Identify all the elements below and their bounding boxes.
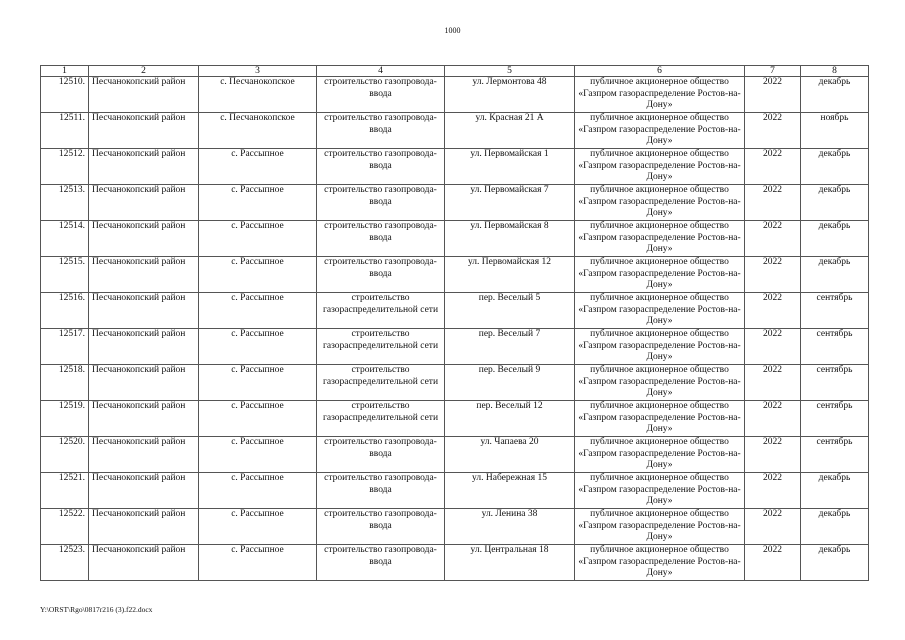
cell-organization: публичное акционерное общество «Газпром газораспределение Ростов-на-Дону»: [575, 437, 745, 473]
cell-address: пер. Веселый 7: [445, 329, 575, 365]
cell-row-number: 12510.: [41, 77, 89, 113]
cell-address: ул. Чапаева 20: [445, 437, 575, 473]
table-row: [41, 113, 869, 149]
cell-row-number: 12512.: [41, 149, 89, 185]
cell-year: 2022: [745, 257, 801, 293]
cell-organization: публичное акционерное общество «Газпром газораспределение Ростов-на-Дону»: [575, 473, 745, 509]
cell-address: ул. Первомайская 1: [445, 149, 575, 185]
cell-settlement: с. Песчанокопское: [199, 113, 317, 149]
cell-work-type: строительство газопровода-ввода: [317, 149, 445, 185]
cell-district: Песчанокопский район: [89, 185, 199, 221]
cell-organization: публичное акционерное общество «Газпром газораспределение Ростов-на-Дону»: [575, 509, 745, 545]
cell-month: сентябрь: [801, 365, 869, 401]
cell-month: декабрь: [801, 545, 869, 581]
cell-month: сентябрь: [801, 401, 869, 437]
cell-year: 2022: [745, 185, 801, 221]
cell-month: декабрь: [801, 185, 869, 221]
cell-row-number: 12511.: [41, 113, 89, 149]
column-header-2: 2: [89, 66, 199, 77]
cell-settlement: с. Рассыпное: [199, 329, 317, 365]
cell-address: ул. Ленина 38: [445, 509, 575, 545]
cell-work-type: строительство газопровода-ввода: [317, 437, 445, 473]
cell-work-type: строительство газопровода-ввода: [317, 509, 445, 545]
cell-month: декабрь: [801, 77, 869, 113]
cell-row-number: 12519.: [41, 401, 89, 437]
cell-year: 2022: [745, 509, 801, 545]
cell-settlement: с. Рассыпное: [199, 185, 317, 221]
column-header-8: 8: [801, 66, 869, 77]
cell-organization: публичное акционерное общество «Газпром газораспределение Ростов-на-Дону»: [575, 293, 745, 329]
cell-district: Песчанокопский район: [89, 257, 199, 293]
column-header-3: 3: [199, 66, 317, 77]
cell-year: 2022: [745, 437, 801, 473]
cell-year: 2022: [745, 545, 801, 581]
cell-work-type: строительство газопровода-ввода: [317, 185, 445, 221]
cell-organization: публичное акционерное общество «Газпром газораспределение Ростов-на-Дону»: [575, 77, 745, 113]
cell-organization: публичное акционерное общество «Газпром газораспределение Ростов-на-Дону»: [575, 185, 745, 221]
cell-row-number: 12517.: [41, 329, 89, 365]
cell-month: декабрь: [801, 509, 869, 545]
column-header-4: 4: [317, 66, 445, 77]
cell-row-number: 12522.: [41, 509, 89, 545]
cell-organization: публичное акционерное общество «Газпром газораспределение Ростов-на-Дону»: [575, 221, 745, 257]
table-row: [41, 221, 869, 257]
cell-row-number: 12513.: [41, 185, 89, 221]
cell-month: декабрь: [801, 221, 869, 257]
cell-district: Песчанокопский район: [89, 545, 199, 581]
footer-file-path: Y:\ORST\Rgo\0817r216 (3).f22.docx: [40, 605, 153, 614]
data-table: [40, 65, 869, 581]
cell-organization: публичное акционерное общество «Газпром газораспределение Ростов-на-Дону»: [575, 257, 745, 293]
cell-settlement: с. Рассыпное: [199, 545, 317, 581]
cell-settlement: с. Рассыпное: [199, 509, 317, 545]
cell-address: ул. Красная 21 А: [445, 113, 575, 149]
cell-work-type: строительство газораспределительной сети: [317, 329, 445, 365]
cell-year: 2022: [745, 221, 801, 257]
cell-organization: публичное акционерное общество «Газпром газораспределение Ростов-на-Дону»: [575, 365, 745, 401]
cell-year: 2022: [745, 293, 801, 329]
cell-district: Песчанокопский район: [89, 473, 199, 509]
cell-month: сентябрь: [801, 437, 869, 473]
cell-work-type: строительство газопровода-ввода: [317, 545, 445, 581]
cell-organization: публичное акционерное общество «Газпром газораспределение Ростов-на-Дону»: [575, 113, 745, 149]
table-row: [41, 185, 869, 221]
cell-district: Песчанокопский район: [89, 329, 199, 365]
cell-address: пер. Веселый 12: [445, 401, 575, 437]
cell-address: ул. Первомайская 7: [445, 185, 575, 221]
cell-district: Песчанокопский район: [89, 77, 199, 113]
cell-district: Песчанокопский район: [89, 509, 199, 545]
cell-row-number: 12520.: [41, 437, 89, 473]
table-row: [41, 293, 869, 329]
cell-settlement: с. Песчанокопское: [199, 77, 317, 113]
cell-settlement: с. Рассыпное: [199, 401, 317, 437]
cell-address: ул. Центральная 18: [445, 545, 575, 581]
cell-district: Песчанокопский район: [89, 437, 199, 473]
cell-settlement: с. Рассыпное: [199, 257, 317, 293]
cell-year: 2022: [745, 473, 801, 509]
cell-month: сентябрь: [801, 293, 869, 329]
table-body: [41, 77, 869, 581]
cell-organization: публичное акционерное общество «Газпром газораспределение Ростов-на-Дону»: [575, 329, 745, 365]
cell-row-number: 12515.: [41, 257, 89, 293]
cell-month: ноябрь: [801, 113, 869, 149]
cell-work-type: строительство газопровода-ввода: [317, 77, 445, 113]
table-row: [41, 473, 869, 509]
cell-row-number: 12521.: [41, 473, 89, 509]
cell-month: декабрь: [801, 473, 869, 509]
cell-work-type: строительство газораспределительной сети: [317, 365, 445, 401]
cell-organization: публичное акционерное общество «Газпром газораспределение Ростов-на-Дону»: [575, 545, 745, 581]
cell-district: Песчанокопский район: [89, 293, 199, 329]
cell-address: ул. Набережная 15: [445, 473, 575, 509]
cell-district: Песчанокопский район: [89, 149, 199, 185]
cell-year: 2022: [745, 401, 801, 437]
cell-address: ул. Лермонтова 48: [445, 77, 575, 113]
cell-settlement: с. Рассыпное: [199, 293, 317, 329]
column-header-5: 5: [445, 66, 575, 77]
cell-row-number: 12523.: [41, 545, 89, 581]
cell-work-type: строительство газопровода-ввода: [317, 113, 445, 149]
cell-work-type: строительство газопровода-ввода: [317, 221, 445, 257]
cell-district: Песчанокопский район: [89, 365, 199, 401]
cell-settlement: с. Рассыпное: [199, 365, 317, 401]
cell-district: Песчанокопский район: [89, 401, 199, 437]
cell-address: ул. Первомайская 8: [445, 221, 575, 257]
header-row: [41, 66, 869, 77]
cell-work-type: строительство газопровода-ввода: [317, 473, 445, 509]
cell-settlement: с. Рассыпное: [199, 149, 317, 185]
cell-organization: публичное акционерное общество «Газпром газораспределение Ростов-на-Дону»: [575, 149, 745, 185]
cell-month: декабрь: [801, 257, 869, 293]
cell-address: пер. Веселый 5: [445, 293, 575, 329]
cell-month: сентябрь: [801, 329, 869, 365]
cell-row-number: 12514.: [41, 221, 89, 257]
table-row: [41, 545, 869, 581]
column-header-6: 6: [575, 66, 745, 77]
cell-address: ул. Первомайская 12: [445, 257, 575, 293]
cell-month: декабрь: [801, 149, 869, 185]
column-header-1: 1: [41, 66, 89, 77]
cell-settlement: с. Рассыпное: [199, 473, 317, 509]
cell-year: 2022: [745, 113, 801, 149]
cell-address: пер. Веселый 9: [445, 365, 575, 401]
cell-year: 2022: [745, 77, 801, 113]
cell-row-number: 12518.: [41, 365, 89, 401]
cell-settlement: с. Рассыпное: [199, 437, 317, 473]
cell-year: 2022: [745, 149, 801, 185]
cell-work-type: строительство газораспределительной сети: [317, 401, 445, 437]
cell-row-number: 12516.: [41, 293, 89, 329]
table-row: [41, 329, 869, 365]
cell-year: 2022: [745, 329, 801, 365]
cell-district: Песчанокопский район: [89, 113, 199, 149]
table-row: [41, 257, 869, 293]
cell-settlement: с. Рассыпное: [199, 221, 317, 257]
cell-work-type: строительство газопровода-ввода: [317, 257, 445, 293]
table-row: [41, 509, 869, 545]
column-header-7: 7: [745, 66, 801, 77]
table-row: [41, 149, 869, 185]
cell-district: Песчанокопский район: [89, 221, 199, 257]
cell-organization: публичное акционерное общество «Газпром газораспределение Ростов-на-Дону»: [575, 401, 745, 437]
cell-work-type: строительство газораспределительной сети: [317, 293, 445, 329]
cell-year: 2022: [745, 365, 801, 401]
table-row: [41, 365, 869, 401]
table-row: [41, 437, 869, 473]
table-row: [41, 401, 869, 437]
table-row: [41, 77, 869, 113]
page-number: 1000: [444, 26, 461, 35]
